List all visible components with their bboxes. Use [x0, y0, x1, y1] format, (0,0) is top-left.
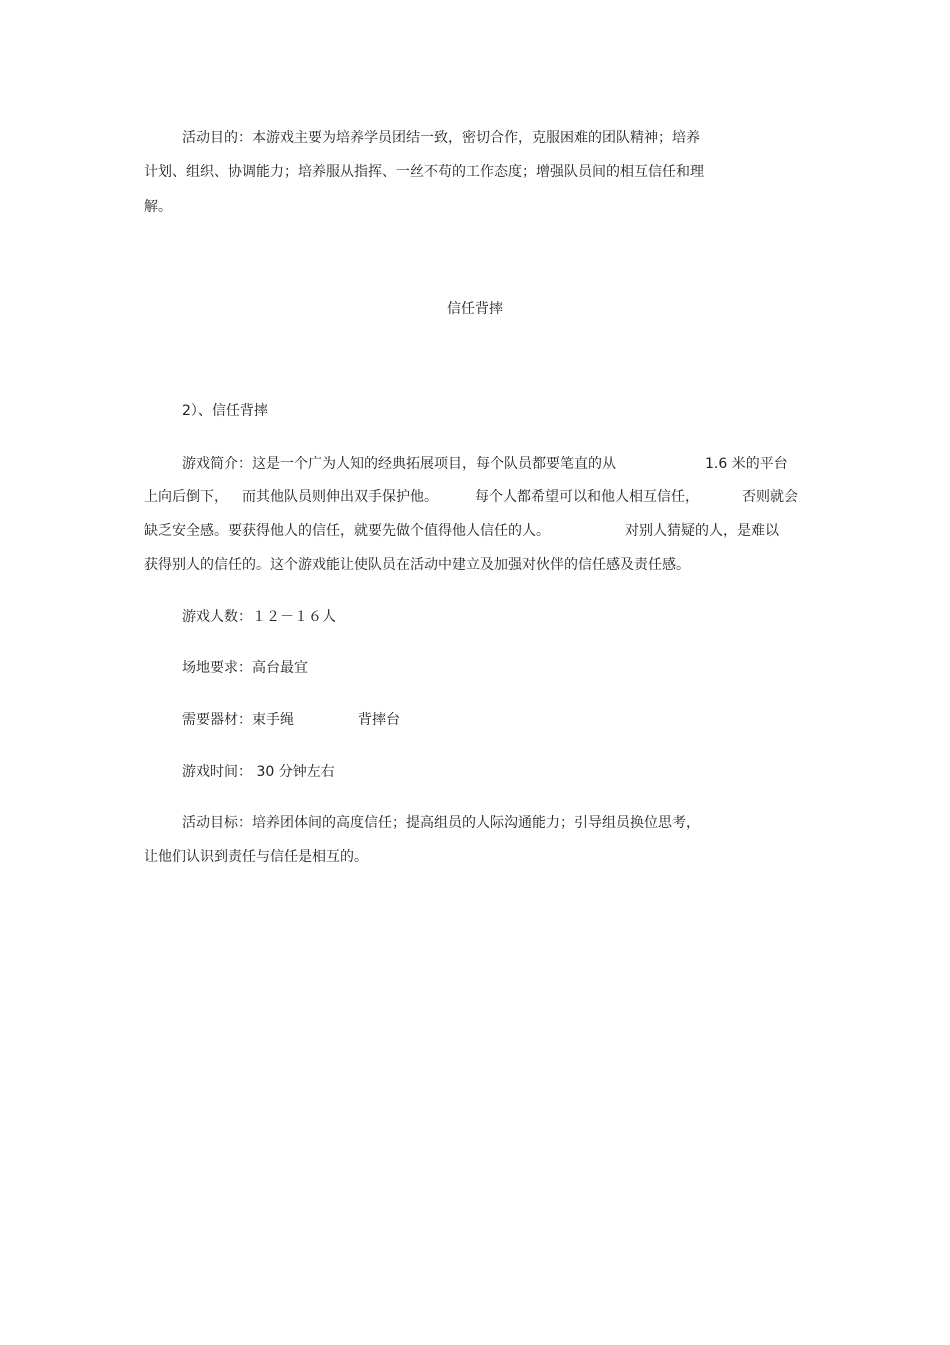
- section-subheading: 2）、信任背摔: [182, 403, 268, 419]
- intro-line-3a: 缺乏安全感。要获得他人的信任，就要先做个值得他人信任的人。: [144, 523, 550, 539]
- venue-info: 场地要求：高台最宜: [182, 660, 308, 676]
- intro-line-2d: 否则就会: [742, 489, 798, 505]
- players-info: 游戏人数：１２－１６人: [182, 609, 336, 625]
- purpose-line-2: 计划、组织、协调能力；培养服从指挥、一丝不苟的工作态度；增强队员间的相互信任和理: [144, 164, 704, 180]
- intro-line-1b: 1.6 米的平台: [705, 456, 788, 472]
- section-title: 信任背摔: [447, 301, 503, 317]
- intro-line-2b: 而其他队员则伸出双手保护他。: [242, 489, 438, 505]
- intro-line-1a: 游戏简介：这是一个广为人知的经典拓展项目，每个队员都要笔直的从: [182, 456, 616, 472]
- intro-line-2c: 每个人都希望可以和他人相互信任，: [475, 489, 699, 505]
- time-info: 游戏时间： 30 分钟左右: [182, 764, 335, 780]
- equipment-item-2: 背摔台: [358, 712, 400, 728]
- intro-line-3b: 对别人猜疑的人，是难以: [625, 523, 779, 539]
- goal-line-1: 活动目标：培养团体间的高度信任；提高组员的人际沟通能力；引导组员换位思考，: [182, 815, 700, 831]
- goal-line-2: 让他们认识到责任与信任是相互的。: [144, 849, 368, 865]
- equipment-info: 需要器材：束手绳: [182, 712, 294, 728]
- intro-line-2a: 上向后倒下，: [144, 489, 228, 505]
- purpose-line-1: 活动目的：本游戏主要为培养学员团结一致，密切合作，克服困难的团队精神；培养: [182, 130, 700, 146]
- intro-line-4: 获得别人的信任的。这个游戏能让使队员在活动中建立及加强对伙伴的信任感及责任感。: [144, 557, 690, 573]
- purpose-line-3: 解。: [144, 199, 172, 215]
